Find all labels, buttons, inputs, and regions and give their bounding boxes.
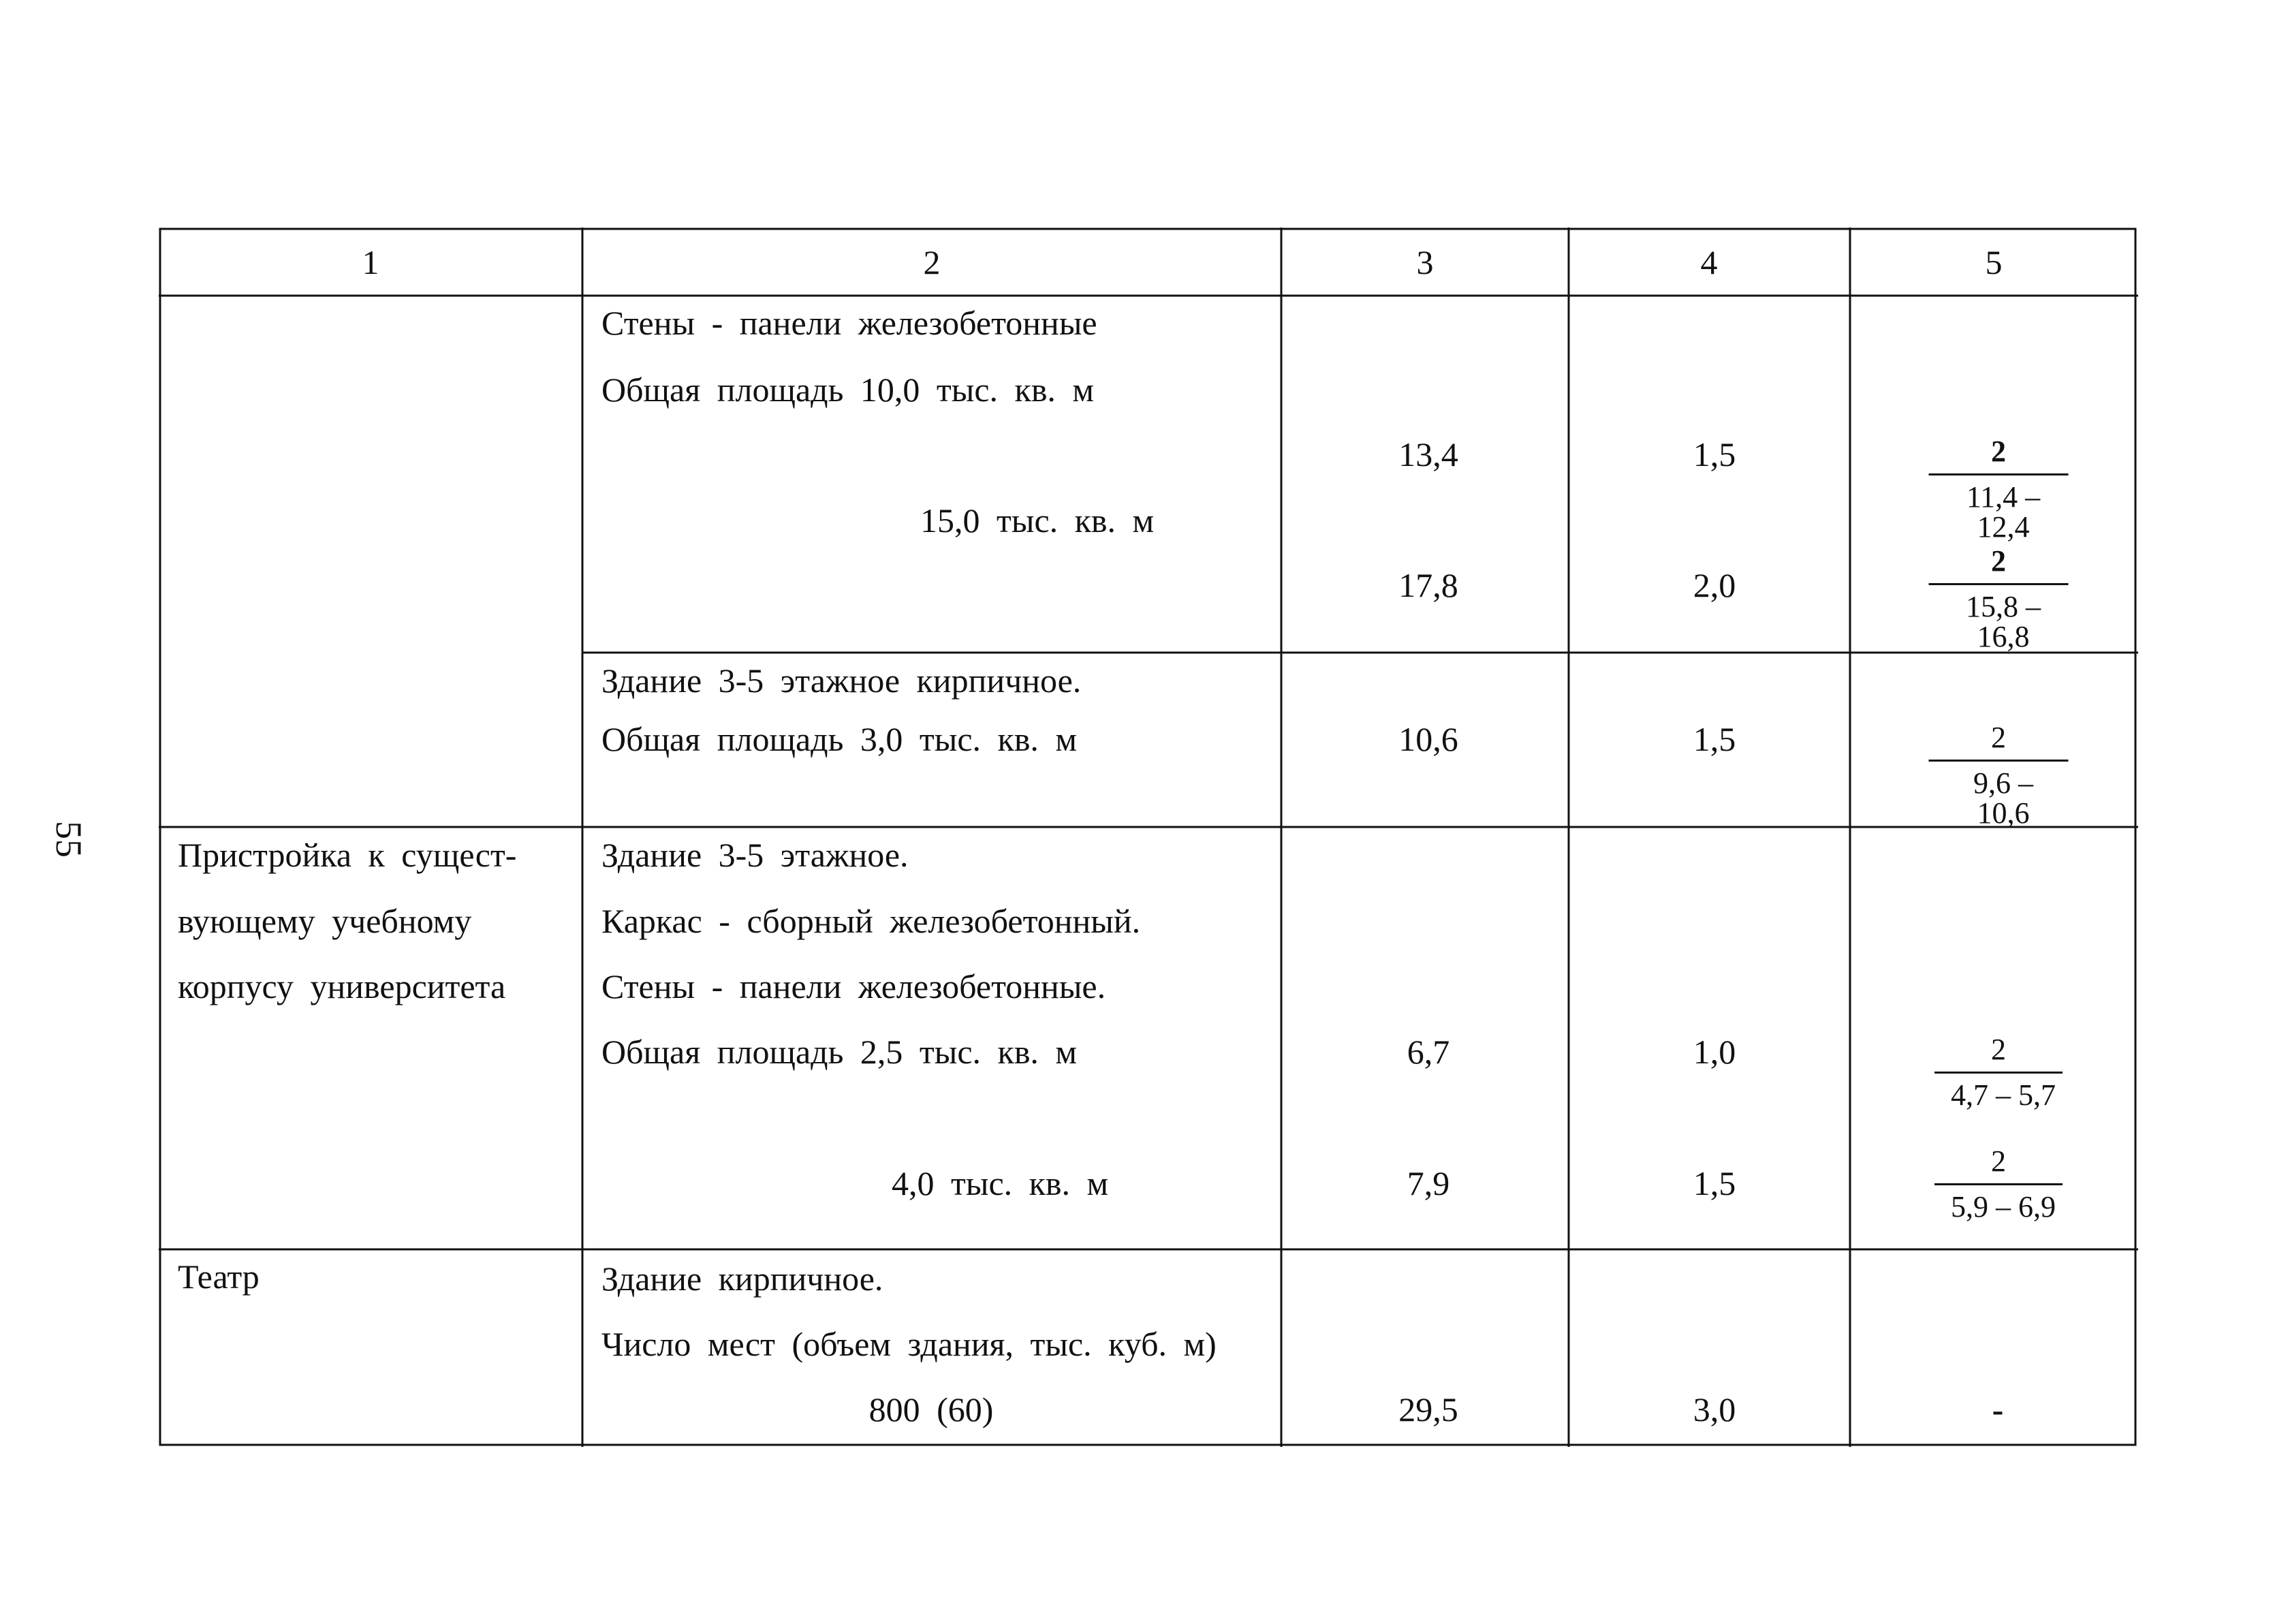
block4-row1-col5: - [1992, 1390, 2004, 1428]
block3-row2-col4: 1,5 [1693, 1164, 1736, 1202]
fraction-numerator: 2 [1991, 435, 2006, 468]
data-table [159, 228, 2138, 1447]
block2-desc-line: Здание 3-5 этажное кирпичное. [601, 661, 1082, 700]
fraction-denominator: 9,6 – 10,6 [1929, 760, 2069, 828]
fraction-denominator: 4,7 – 5,7 [1934, 1072, 2063, 1110]
block3-name-line: Пристройка к сущест- [178, 836, 517, 874]
block3-row2-col5 [1934, 1146, 2063, 1222]
block2-row1-col3: 10,6 [1398, 720, 1458, 758]
block1-desc-line: 15,0 тыс. кв. м [920, 501, 1155, 540]
block4-desc-line: Число мест (объем здания, тыс. куб. м) [601, 1325, 1217, 1363]
page-number: 55 [48, 821, 89, 858]
block1-row2-col3: 17,8 [1398, 566, 1458, 604]
fraction-numerator: 2 [1991, 1033, 2006, 1066]
block3-desc-line: Стены - панели железобетонные. [601, 967, 1106, 1005]
block3-name-line: вующему учебному [178, 902, 472, 940]
block3-desc-line: Каркас - сборный железобетонный. [601, 902, 1141, 940]
fraction-denominator: 5,9 – 6,9 [1934, 1183, 2063, 1222]
header-col-3: 3 [1416, 243, 1434, 281]
block4-row1-col3: 29,5 [1398, 1390, 1458, 1428]
fraction-numerator: 2 [1991, 544, 2006, 578]
header-col-5: 5 [1985, 243, 2003, 281]
block1-desc-line: Общая площадь 10,0 тыс. кв. м [601, 371, 1095, 409]
block3-row2-col3: 7,9 [1407, 1164, 1450, 1202]
block4-desc-line: 800 (60) [868, 1390, 994, 1428]
block3-desc-line: 4,0 тыс. кв. м [892, 1164, 1109, 1202]
block3-desc-line: Здание 3-5 этажное. [601, 836, 909, 874]
block4-name-line: Театр [178, 1258, 260, 1296]
block1-row2-col4: 2,0 [1693, 566, 1736, 604]
block4-desc-line: Здание кирпичное. [601, 1260, 883, 1298]
block3-row1-col4: 1,0 [1693, 1033, 1736, 1071]
block3-desc-line: Общая площадь 2,5 тыс. кв. м [601, 1033, 1078, 1071]
block1-row1-col4: 1,5 [1693, 435, 1736, 473]
block2-desc-line: Общая площадь 3,0 тыс. кв. м [601, 720, 1078, 758]
block3-row1-col3: 6,7 [1407, 1033, 1450, 1071]
block1-row1-col3: 13,4 [1398, 435, 1458, 473]
header-col-2: 2 [923, 243, 941, 281]
block1-desc-line: Стены - панели железобетонные [601, 304, 1097, 342]
block3-row1-col5 [1934, 1035, 2063, 1110]
block2-row1-col4: 1,5 [1693, 720, 1736, 758]
block2-row1-col5 [1929, 723, 2069, 828]
header-col-4: 4 [1700, 243, 1718, 281]
header-col-1: 1 [362, 243, 379, 281]
fraction-denominator: 15,8 – 16,8 [1929, 583, 2069, 652]
block4-row1-col4: 3,0 [1693, 1390, 1736, 1428]
block3-name-line: корпусу университета [178, 967, 506, 1005]
fraction-denominator: 11,4 – 12,4 [1929, 473, 2069, 542]
fraction-numerator: 2 [1991, 1144, 2006, 1178]
block1-row1-col5 [1929, 437, 2069, 542]
block1-row2-col5 [1929, 546, 2069, 652]
fraction-numerator: 2 [1991, 721, 2006, 754]
